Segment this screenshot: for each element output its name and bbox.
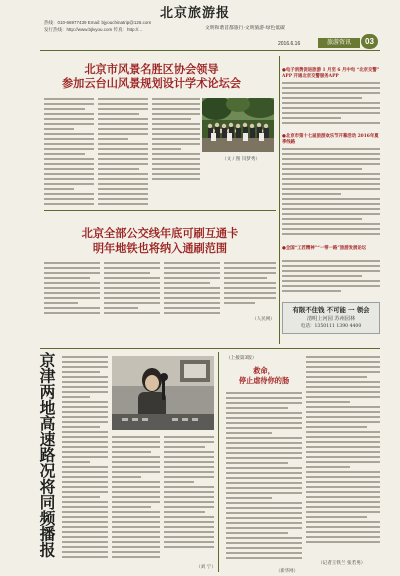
article1-body-col1	[44, 98, 94, 206]
article4-headline-line2: 停止虐待你的肠	[238, 376, 290, 385]
group-photo	[202, 98, 274, 152]
masthead-phone-line: 热线：010-66977439 Email: bjyouchinatrip@126.com	[44, 20, 152, 25]
article3-body-col3	[164, 436, 214, 564]
article2-headline-line2: 明年地铁也将纳入通刷范围	[92, 241, 228, 255]
masthead-title: 北京旅游报	[160, 6, 231, 21]
article1-body-col2	[98, 98, 148, 206]
right-column-divider	[279, 56, 280, 344]
group-photo-image	[202, 98, 274, 152]
right-item1-title: ●电子消费促进旅游 1 月至 6 月中旬 “北京交警” APP 开通北京交警服务APP	[282, 68, 380, 79]
right-item2-body	[282, 148, 380, 244]
masthead-rule	[40, 50, 380, 51]
ad-phone: 电话：1350111 1390 4400	[300, 324, 362, 329]
article1-headline-line2: 参加云台山风景规划设计学术论坛会	[61, 76, 241, 90]
article4-continued-header: （上接第3版）	[226, 356, 257, 361]
advertisement-box	[282, 302, 380, 334]
right-item3-body	[282, 260, 380, 296]
ad-subtitle: 清明上河园 苏州园林	[306, 316, 356, 322]
ad-title: 有限不住钱 不可能 一 领会	[292, 306, 370, 314]
page-number-badge	[361, 34, 378, 49]
article4-headline-line1: 救命，	[253, 366, 275, 375]
article1-headline-line1: 北京市风景名胜区协会领导	[84, 62, 219, 76]
article1-divider	[44, 210, 276, 211]
radio-host-photo	[112, 356, 214, 430]
article5-footer: （记者王铁兰 张若男）	[318, 561, 366, 566]
right-column	[282, 56, 380, 344]
article4-body-col1	[226, 392, 302, 570]
right-item1-body	[282, 82, 380, 130]
radio-host-image	[112, 356, 214, 430]
right-item2-title: ●北京市第十七届旅游欢乐节开幕活动 2016年夏季线路	[282, 134, 379, 145]
right-item3-title: ●全国“工匠精神”“一带一路”旅游发展论坛	[282, 246, 367, 251]
article2-body-col4	[224, 262, 276, 314]
article2-body-col3	[164, 262, 220, 322]
masthead-slogan: 文明和谐首都旅行·文明旅游·绿色低碳	[205, 26, 285, 31]
article3-byline: （刘 宁）	[196, 565, 216, 570]
article5-body	[306, 356, 380, 556]
article4-byline: （新华网）	[276, 569, 298, 574]
article3-vertical-headline: 京津两地高速路况将同频播报	[37, 352, 56, 558]
article2-byline: （人民网）	[252, 317, 275, 322]
article1-headline	[44, 62, 259, 90]
article4-headline	[226, 366, 302, 386]
section-label-text: 旅游资讯	[326, 39, 351, 46]
article1-body-col3	[152, 98, 200, 206]
masthead-section-label	[318, 38, 360, 48]
masthead	[0, 0, 400, 46]
article2-body-col2	[104, 262, 160, 322]
article2-body-col1	[44, 262, 100, 322]
photo-caption: （文 / 图 闫梦秀）	[222, 157, 261, 162]
section-divider	[40, 348, 380, 349]
page-number: 03	[365, 37, 374, 46]
article3-body-col1	[62, 356, 108, 566]
article2-headline	[44, 226, 276, 256]
bottom-column-divider	[218, 352, 219, 572]
article3-body-col2	[112, 436, 160, 566]
masthead-date: 2016.6.16	[278, 41, 301, 47]
masthead-fax-line: 发行热线：http://www.bjlvyou.com 传真：http://...	[44, 27, 143, 32]
article2-headline-line1: 北京全部公交线年底可刷互通卡	[81, 226, 239, 240]
